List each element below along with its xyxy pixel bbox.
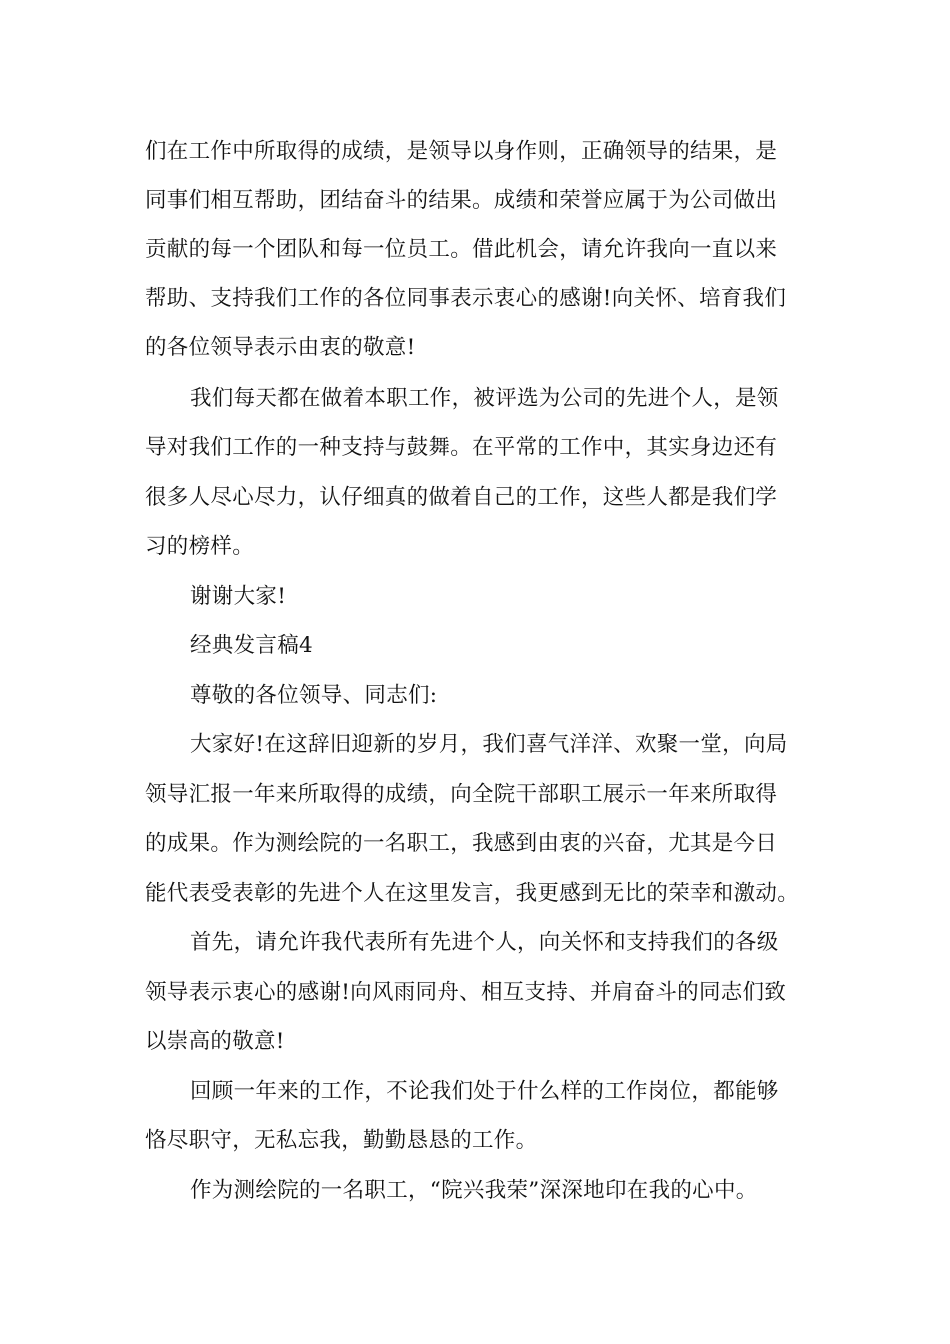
text-line: 以崇高的敬意! — [145, 1029, 285, 1054]
text-line: 导对我们工作的一种支持与鼓舞。在平常的工作中，其实身边还有 — [145, 435, 778, 460]
closing-thanks: 谢谢大家! — [190, 584, 287, 609]
paragraph-start: 大家好!在这辞旧迎新的岁月，我们喜气洋洋、欢聚一堂，向局 — [190, 732, 788, 757]
paragraph-start: 首先，请允许我代表所有先进个人，向关怀和支持我们的各级 — [190, 930, 779, 955]
text-line: 能代表受表彰的先进个人在这里发言，我更感到无比的荣幸和激动。 — [145, 881, 800, 906]
salutation: 尊敬的各位领导、同志们: — [190, 683, 438, 708]
text-line: 恪尽职守，无私忘我，勤勤恳恳的工作。 — [145, 1128, 538, 1153]
text-line: 领导表示衷心的感谢!向风雨同舟、相互支持、并肩奋斗的同志们致 — [145, 980, 787, 1005]
text-line: 的成果。作为测绘院的一名职工，我感到由衷的兴奋，尤其是今日 — [145, 831, 778, 856]
text-line: 贡献的每一个团队和每一位员工。借此机会，请允许我向一直以来 — [145, 237, 778, 262]
paragraph-start: 我们每天都在做着本职工作，被评选为公司的先进个人，是领 — [190, 386, 779, 411]
paragraph-start: 回顾一年来的工作，不论我们处于什么样的工作岗位，都能够 — [190, 1079, 779, 1104]
text-line: 习的榜样。 — [145, 534, 255, 559]
text-line: 们在工作中所取得的成绩，是领导以身作则，正确领导的结果，是 — [145, 139, 778, 164]
paragraph-start: 作为测绘院的一名职工，“院兴我荣”深深地印在我的心中。 — [190, 1178, 758, 1203]
text-line: 很多人尽心尽力，认仔细真的做着自己的工作，这些人都是我们学 — [145, 485, 778, 510]
text-line: 同事们相互帮助，团结奋斗的结果。成绩和荣誉应属于为公司做出 — [145, 188, 778, 213]
text-line: 领导汇报一年来所取得的成绩，向全院干部职工展示一年来所取得 — [145, 782, 778, 807]
section-title: 经典发言稿4 — [190, 633, 313, 658]
text-line: 的各位领导表示由衷的敬意! — [145, 335, 416, 360]
text-line: 帮助、支持我们工作的各位同事表示衷心的感谢!向关怀、培育我们 — [145, 286, 787, 311]
